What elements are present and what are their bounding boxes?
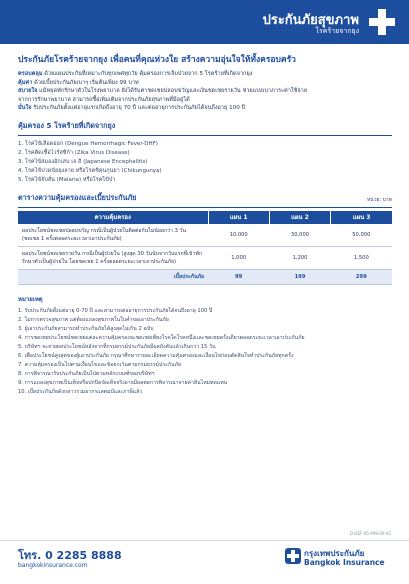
table-cell: 10,000	[208, 224, 269, 247]
intro-label: ครอบคลุม	[18, 71, 43, 77]
intro-label: คุ้มค่า	[18, 79, 33, 86]
column-header: ความคุ้มครอง	[18, 211, 208, 224]
table-cell: 50,000	[331, 224, 392, 247]
list-item: 8. การพิจารณารับประกันภัยเป็นไปตามหลักเกณฑ์ของบริษัทฯ	[18, 370, 155, 377]
intro-label: มั่นใจ	[18, 105, 32, 112]
table-header-row	[18, 211, 392, 224]
footer-divider	[0, 540, 409, 541]
table-title: ตารางความคุ้มครองและเบี้ยประกันภัย	[18, 192, 137, 202]
table-cell: 1,000	[208, 246, 269, 269]
list-item: 6. เพื่อประโยชน์สูงสุดของผู้เอาประกันภัย กรุณาศึกษารายละเอียดความคุ้มครองและเงื่อนไขก่อนตัดสินใจทำประกันภัยทุกครั้ง	[18, 352, 294, 359]
premium-row	[18, 269, 392, 284]
list-item: 2. โรคติดเชื้อไวรัสซิก้า (Zika Virus Disease)	[18, 149, 130, 156]
table-unit: หน่วย: บาท	[366, 196, 392, 203]
intro-text: จากการรักษาพยาบาล สามารถซื้อเพิ่มเติมจากประกันภัยสุขภาพที่มีอยู่ได้	[18, 96, 190, 103]
coverage-description: ผลประโยชน์ชดเชยปลอบขวัญ กรณีเป็นผู้ป่วยในติดต่อกันไม่น้อยกว่า 3 วัน (ชดเชย 1 ครั้งตลอดระยะเวลาเอาประกันภัย)	[18, 224, 208, 247]
premium-cell: 299	[331, 269, 392, 284]
premium-cell: 199	[269, 269, 330, 284]
list-item: 1. โรคไข้เลือดออก (Dengue Hemorrhagic Fever-DHF)	[18, 140, 158, 147]
table-row	[18, 224, 392, 247]
notes-title: หมายเหตุ	[18, 295, 43, 303]
disease-list	[18, 140, 392, 185]
intro-text: ด้วยแผนประกันที่เหมาะกับทุกเพศทุกวัย คุ้มครองการเจ็บป่วยจาก 5 โรคร้ายที่เกิดจากยุง	[42, 71, 253, 77]
list-item: 5. โรคไข้จับสั่น (Malaria) หรือโรคไข้ป่า	[18, 176, 116, 183]
section-divider	[18, 135, 392, 136]
coverage-table	[18, 211, 392, 285]
column-header: แผน 2	[269, 211, 330, 224]
list-item: 1. รับประกันภัยตั้งแต่อายุ 0-70 ปี และสามารถต่ออายุการประกันภัยได้จนถึงอายุ 100 ปี	[18, 307, 213, 314]
disease-section-title: คุ้มครอง 5 โรคร้ายที่เกิดจากยุง	[18, 120, 116, 130]
main-content	[18, 52, 392, 397]
list-item: 5. บริษัทฯ จะจ่ายผลประโยชน์หลังจากที่กรมธรรม์ประกันภัยมีผลบังคับแล้วเกินกว่า 15 วัน	[18, 343, 216, 350]
page-header	[0, 0, 409, 44]
list-item: 7. ความคุ้มครองเป็นไปตามเงื่อนไขและข้อยกเว้นตามกรมธรรม์ประกันภัย	[18, 361, 182, 368]
table-cell: 30,000	[269, 224, 330, 247]
list-item: 4. โรคไข้ปวดข้อยุงลาย หรือโรคชิคุนกุนยา (Chikungunya)	[18, 167, 162, 174]
list-item: 2. ไม่การตรวจสุขภาพ แต่ต้องแถลงสุขภาพในใบคำขอเอาประกันภัย	[18, 316, 169, 323]
intro-block	[18, 70, 392, 113]
list-item: 4. การชดเชยประโยชน์ชดเชยแต่ละความคุ้มครองจะชดเชยเพียงโรคใดโรคหนึ่งและชดเชยครั้งเดียวตลอดระยะเวลาเอาประกันภัย	[18, 334, 305, 341]
list-item: 3. ผู้เอาประกันภัยสามารถทำประกันภัยได้สูงสุดไม่เกิน 2 ฉบับ	[18, 325, 154, 332]
headline: ประกันภัยโรคร้ายจากยุง เพื่อคนที่คุณห่วงใย สร้างความอุ่นใจให้ทั้งครอบครัว	[18, 55, 296, 65]
intro-line	[18, 70, 392, 79]
intro-text: รับประกันภัยตั้งแต่อายุแรกเกิดถึงอายุ 70 ปี และต่ออายุการประกันภัยได้จนถึงอายุ 100 ปี	[31, 105, 246, 112]
website-link[interactable]: bangkokinsurance.com	[18, 562, 88, 569]
header-title: ประกันภัยสุขภาพ	[262, 13, 359, 28]
contact-phone: โทร. 0 2285 8888	[18, 549, 122, 562]
list-item: 9. การแถลงสุขภาพเป็นเท็จหรือปกปิดข้อเท็จจริงอาจมีผลต่อการพิจารณาจ่ายค่าสินไหมทดแทน	[18, 379, 228, 386]
list-item: 10. เบี้ยประกันภัยดังกล่าวรวมอากรแสตมป์และภาษีแล้ว	[18, 388, 143, 395]
coverage-description: ผลประโยชน์ชดเชยรายวัน กรณีเป็นผู้ป่วยใน (สูงสุด 30 วันนับจากวันแรกที่เข้าพักรักษาตัวเป็นผู้ป่วยใน โดยชดเชย 1 ครั้งตลอดระยะเวลาเอาประกันภัย)	[18, 246, 208, 269]
intro-line	[18, 96, 392, 105]
column-header: แผน 3	[331, 211, 392, 224]
intro-line	[18, 87, 392, 96]
premium-label: เบี้ยประกันภัย	[18, 269, 208, 284]
table-heading	[18, 193, 392, 204]
section-divider	[18, 207, 392, 208]
table-cell: 1,500	[331, 246, 392, 269]
table-cell: 1,200	[269, 246, 330, 269]
intro-text: แม้หยุดพักรักษาตัวในโรงพยาบาล ยังได้รับค่าชดเชยปลอบขวัญและเงินชดเชยรายวัน ช่วยแบ่งเบาภาระค่าใช้จ่าย	[37, 88, 308, 95]
column-header: แผน 1	[208, 211, 269, 224]
header-subtitle: โรคร้ายจากยุง	[315, 27, 359, 35]
premium-cell: 99	[208, 269, 269, 284]
intro-label: สบายใจ	[18, 88, 38, 95]
logo-text-thai: กรุงเทพประกันภัย	[304, 549, 365, 558]
intro-line	[18, 104, 392, 113]
document-id: D-DEF-05-999-00-02	[349, 531, 391, 536]
intro-line	[18, 79, 392, 88]
intro-text: ด้วยเบี้ยประกันภัยเบาๆ เริ่มต้นเพียง 99 บาท	[32, 79, 139, 86]
logo-text-english: Bangkok Insurance	[304, 558, 385, 567]
medical-cross-icon	[369, 9, 395, 35]
notes-list	[18, 307, 392, 397]
list-item: 3. โรคไข้สมองอักเสบ เจ อี (Japanese Encephalitis)	[18, 158, 148, 165]
table-row	[18, 246, 392, 269]
bangkok-insurance-logo-icon	[285, 548, 301, 564]
